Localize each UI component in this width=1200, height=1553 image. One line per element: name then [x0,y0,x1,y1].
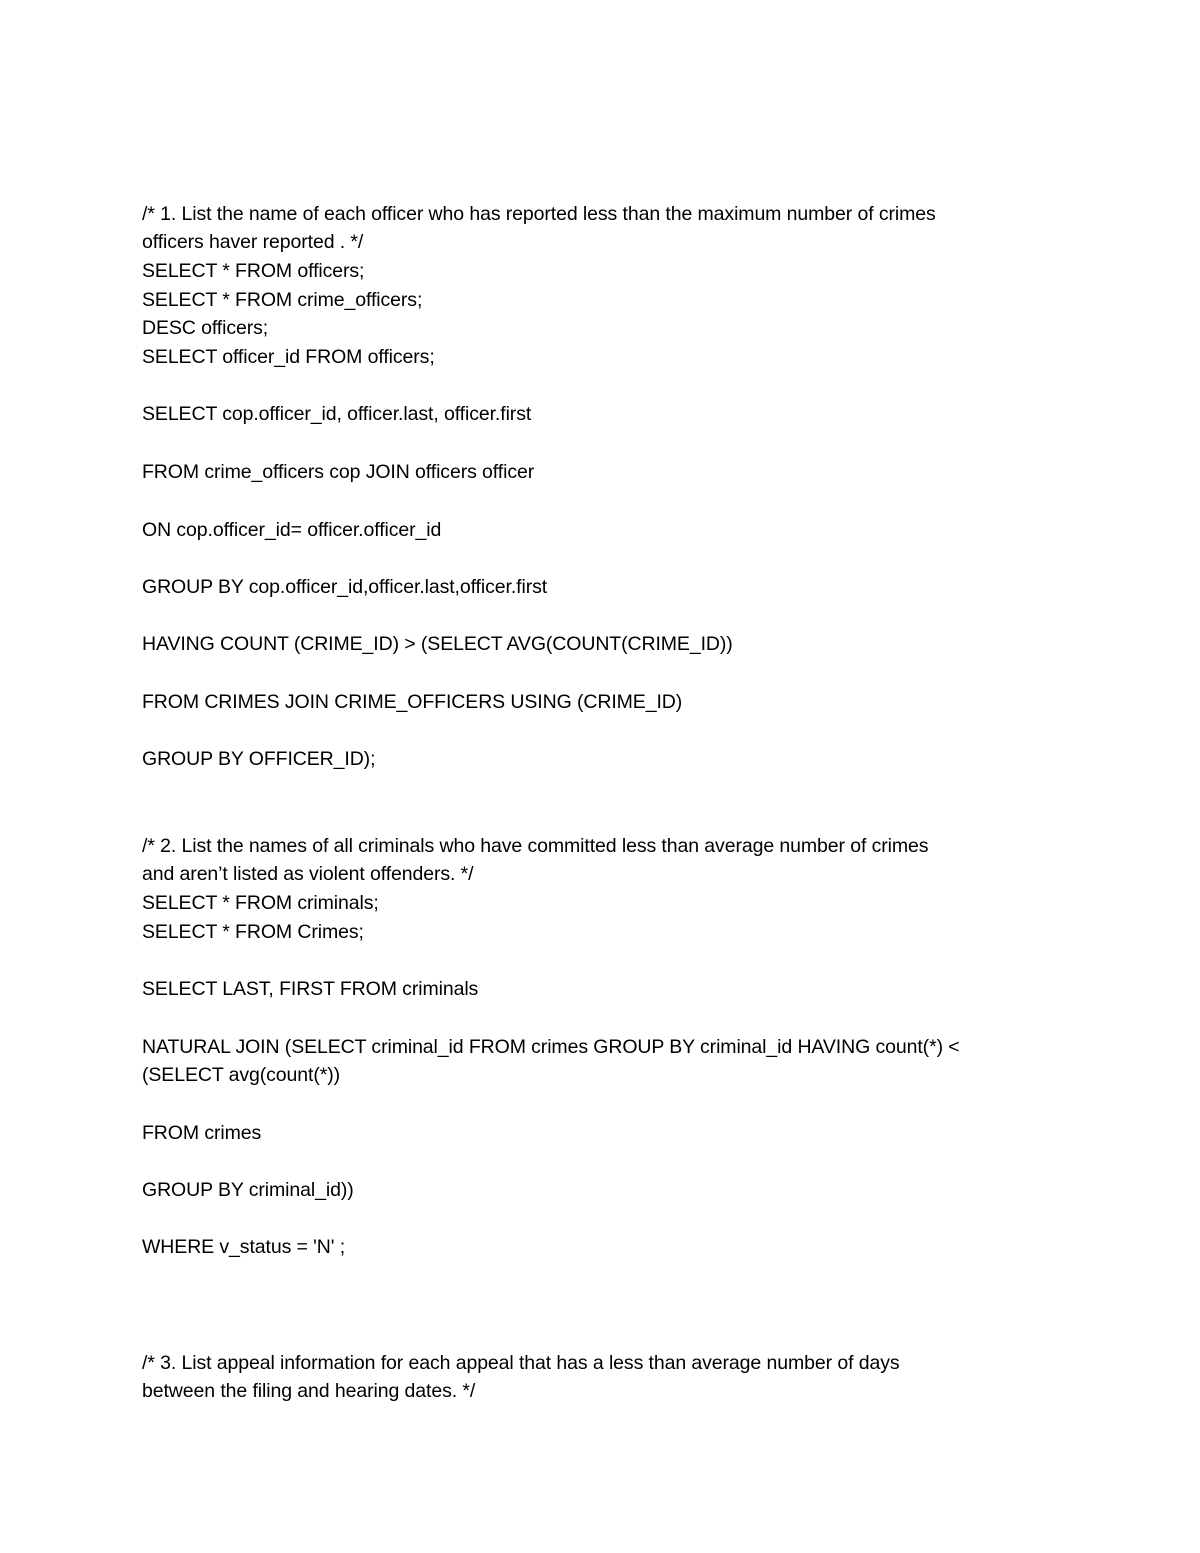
query-2-subquery-from: FROM crimes [142,1122,262,1144]
question-1-comment-cont: officers haver reported . */ [142,231,364,253]
question-3-comment-cont: between the filing and hearing dates. */ [142,1380,476,1402]
query-2-subquery-group-by: GROUP BY criminal_id)) [142,1179,354,1201]
sql-statement: SELECT * FROM officers; [142,260,365,282]
query-1-from: FROM crime_officers cop JOIN officers officer [142,461,535,483]
query-2-select: SELECT LAST, FIRST FROM criminals [142,978,479,1000]
question-3-comment: /* 3. List appeal information for each appeal that has a less than average number of days [142,1352,900,1374]
query-1-subquery-from: FROM CRIMES JOIN CRIME_OFFICERS USING (CRIME_ID) [142,691,683,713]
query-1-on: ON cop.officer_id= officer.officer_id [142,519,442,541]
sql-statement: SELECT * FROM Crimes; [142,921,364,943]
query-2-subquery-select: (SELECT avg(count(*)) [142,1064,341,1086]
sql-statement: SELECT * FROM criminals; [142,892,379,914]
query-1-group-by: GROUP BY cop.officer_id,officer.last,officer.first [142,576,548,598]
sql-statement: SELECT * FROM crime_officers; [142,289,423,311]
query-2-where: WHERE v_status = 'N' ; [142,1236,346,1258]
query-1-select: SELECT cop.officer_id, officer.last, officer.first [142,403,532,425]
sql-statement: SELECT officer_id FROM officers; [142,346,435,368]
query-2-natural-join: NATURAL JOIN (SELECT criminal_id FROM crimes GROUP BY criminal_id HAVING count(*) < [142,1036,960,1058]
sql-statement: DESC officers; [142,317,269,339]
question-1-comment: /* 1. List the name of each officer who has reported less than the maximum number of crimes [142,203,936,225]
question-2-comment: /* 2. List the names of all criminals who have committed less than average number of crimes [142,835,929,857]
query-1-having: HAVING COUNT (CRIME_ID) > (SELECT AVG(COUNT(CRIME_ID)) [142,633,733,655]
question-2-comment-cont: and aren’t listed as violent offenders. */ [142,863,474,885]
query-1-subquery-group-by: GROUP BY OFFICER_ID); [142,748,376,770]
